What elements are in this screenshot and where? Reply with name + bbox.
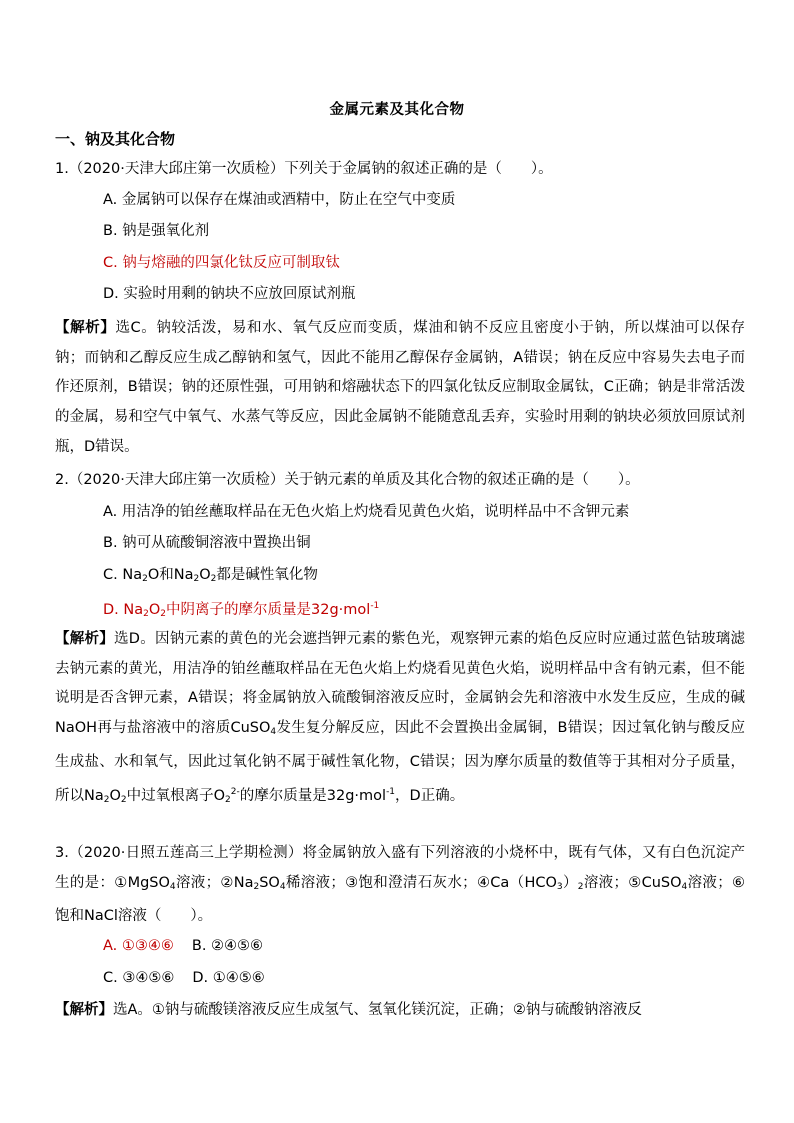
- question-3-option-d: D. ①④⑤⑥: [192, 970, 265, 986]
- question-3-option-b: B. ②④⑤⑥: [191, 938, 264, 954]
- question-3-option-a-answer: A. ①③④⑥: [103, 938, 174, 954]
- question-2-option-b: B. 钠可从硫酸铜溶液中置换出铜: [103, 535, 311, 551]
- question-3-analysis: 【解析】选A。①钠与硫酸镁溶液反应生成氢气、氢氧化镁沉淀，正确；②钠与硫酸钠溶液反: [55, 1002, 642, 1018]
- question-1-option-a: A. 金属钠可以保存在煤油或酒精中，防止在空气中变质: [103, 192, 456, 208]
- analysis-text: 选C。钠较活泼，易和水、氧气反应而变质，煤油和钠不反应且密度小于钠，所以煤油可以保存钠；而钠和乙醇反应生成乙醇钠和氢气，因此不能用乙醇保存金属钠，A错误；钠在反应中容易失去电子而作还原剂，B错误；钠的还原性强，可用钠和熔融状态下的四氯化钛反应制取金属钛，C正确；钠是非常活泼的金属，易和空气中氧气、水蒸气等反应，因此金属钠不能随意乱丢弃，实验时用剩的钠块必须放回原试剂瓶，D错误。: [55, 320, 745, 455]
- question-2-stem: 2.（2020·天津大邱庄第一次质检）关于钠元素的单质及其化合物的叙述正确的是（ ）。: [55, 472, 640, 488]
- analysis-label: 【解析】: [55, 631, 115, 647]
- analysis-label: 【解析】: [55, 320, 116, 336]
- analysis-label: 【解析】: [55, 1002, 113, 1018]
- question-2-option-d-answer: D. $Na_2O_2$中阴离子的摩尔质量是32g·mol$^{-1}$: [103, 601, 380, 619]
- question-2-option-c: C. $Na_2O$和$Na_2O_2$都是碱性氧化物: [103, 567, 318, 584]
- question-3-stem: 3.（2020·日照五莲高三上学期检测）将金属钠放入盛有下列溶液的小烧杯中，既有气体，又有白色沉淀产生的是：①MgSO$_4$溶液；$②Na_2SO_4$稀溶液；③饱和澄清石灰水；$④Ca(HCO_3)_2$溶液；⑤CuSO$_4$溶液；⑥饱和NaCl溶液（ ）。: [55, 845, 746, 925]
- document-title: 金属元素及其化合物: [329, 102, 465, 118]
- section-heading: 一、钠及其化合物: [55, 130, 176, 148]
- question-1-option-d: D. 实验时用剩的钠块不应放回原试剂瓶: [103, 286, 356, 302]
- question-1-stem: 1.（2020·天津大邱庄第一次质检）下列关于金属钠的叙述正确的是（ ）。: [55, 161, 553, 177]
- question-3-options-row-2: [103, 966, 265, 990]
- question-1-analysis: [55, 314, 745, 463]
- question-1-option-b: B. 钠是强氧化剂: [103, 223, 210, 239]
- question-3-option-c: C. ③④⑤⑥: [103, 970, 175, 986]
- question-2-analysis: 【解析】选D。因钠元素的黄色的光会遮挡钾元素的紫色光，观察钾元素的焰色反应时应通过蓝色钴玻璃滤去钠元素的黄光，用洁净的铂丝蘸取样品在无色火焰上灼烧看见黄色火焰，说明样品中含有钠元素，但不能说明是否含钾元素，A错误；将金属钠放入硫酸铜溶液反应时，金属钠会先和溶液中水发生反应，生成的碱NaOH再与盐溶液中的溶质CuSO$_4$发生复分解反应，因此不会置换出金属铜，B错误；因过氧化钠与酸反应生成盐、水和氧气，因此过氧化钠不属于碱性氧化物，C错误；因为摩尔质量的数值等于其相对分子质量，所以$Na_2O_2$中过氧根离子$O_2^{2-}$的摩尔质量是32g·mol$^{-1}$，D正确。: [55, 631, 745, 805]
- question-3-options-row-1: [103, 934, 263, 958]
- question-1-option-c-answer: C. 钠与熔融的四氯化钛反应可制取钛: [103, 255, 340, 271]
- question-2-option-a: A. 用洁净的铂丝蘸取样品在无色火焰上灼烧看见黄色火焰，说明样品中不含钾元素: [103, 504, 630, 520]
